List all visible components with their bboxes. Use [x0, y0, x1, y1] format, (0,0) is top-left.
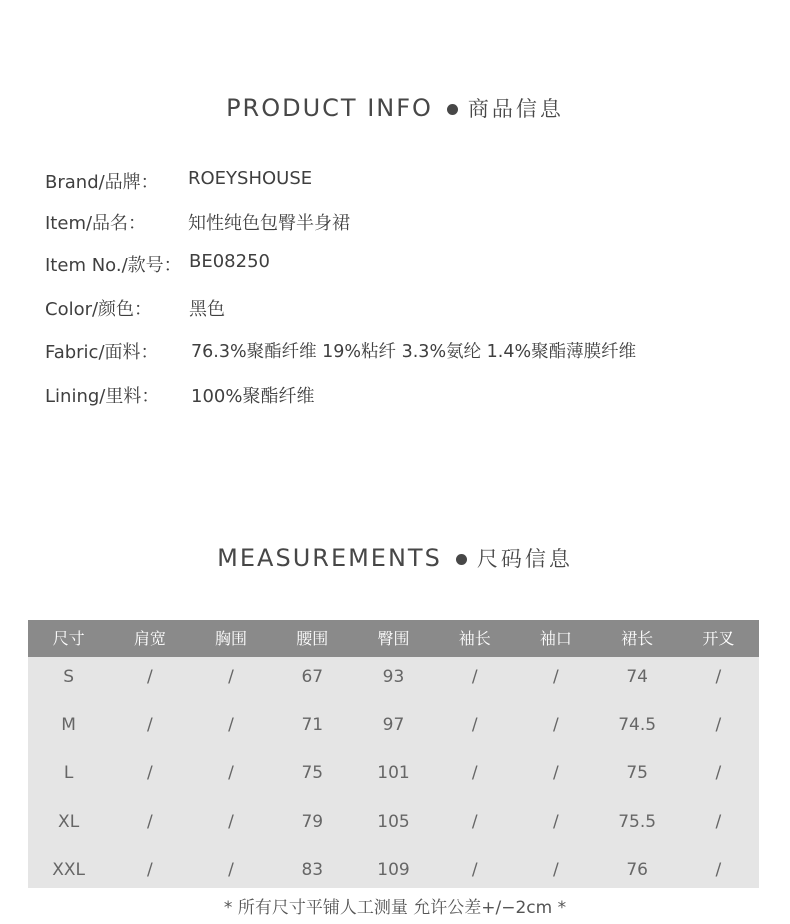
table-cell: XL	[58, 811, 80, 832]
table-cell: L	[63, 763, 74, 784]
brand-value: ROEYSHOUSE	[188, 168, 313, 189]
header-cell-waist: 腰围	[296, 629, 329, 648]
item-value: 知性纯色包臀半身裙	[188, 213, 350, 234]
measurements-title-zh: 尺码信息	[476, 547, 573, 571]
table-cell: 74.5	[618, 715, 657, 736]
measurement-footnote: * 所有尺寸平铺人工测量 允许公差+/−2cm *	[223, 898, 567, 918]
lining-label: Lining/里料：	[45, 386, 160, 407]
item-label: Item/品名：	[45, 213, 147, 234]
table-cell: /	[471, 667, 478, 687]
header-cell-cuff: 袖口	[539, 629, 572, 648]
table-row	[28, 753, 759, 801]
table-cell: /	[146, 667, 153, 687]
brand-label: Brand/品牌：	[45, 172, 159, 193]
table-cell: 93	[382, 667, 405, 687]
size-table	[28, 620, 759, 888]
table-cell: /	[553, 811, 559, 832]
table-cell: /	[228, 811, 234, 832]
table-cell: /	[146, 859, 153, 880]
header-cell-hip: 臀围	[377, 629, 410, 648]
table-cell: 74	[626, 667, 648, 687]
header-cell-sleeve-length: 袖长	[458, 629, 491, 648]
info-row-fabric	[45, 338, 765, 368]
table-cell: S	[63, 667, 74, 687]
table-cell: /	[553, 667, 559, 687]
product-info-title-en: PRODUCT INFO	[226, 94, 433, 122]
table-cell: /	[715, 763, 722, 784]
product-info-title	[0, 93, 790, 123]
table-cell: /	[471, 811, 478, 832]
table-cell: /	[471, 763, 478, 784]
header-cell-skirt-length: 裙长	[621, 629, 654, 648]
table-cell: /	[146, 811, 153, 832]
info-row-color	[45, 295, 765, 325]
table-row	[28, 850, 759, 898]
table-cell: /	[471, 715, 478, 736]
info-row-item	[45, 209, 765, 239]
size-table-header	[28, 620, 759, 657]
item-no-value: BE08250	[189, 251, 270, 272]
table-cell: 75.5	[618, 811, 657, 832]
header-cell-shoulder: 肩宽	[133, 629, 166, 648]
item-no-label: Item No./款号：	[45, 255, 182, 276]
table-cell: 79	[301, 811, 324, 832]
table-cell: /	[553, 859, 559, 880]
size-table-body	[28, 657, 759, 898]
bullet-dot-icon	[456, 554, 467, 565]
table-cell: /	[146, 715, 153, 736]
table-cell: 75	[626, 763, 648, 784]
color-label: Color/颜色：	[45, 299, 153, 320]
table-cell: 75	[301, 763, 324, 784]
table-cell: 83	[301, 859, 324, 880]
table-cell: 105	[377, 811, 410, 832]
table-cell: 97	[382, 715, 405, 736]
table-row	[28, 705, 759, 753]
table-cell: /	[715, 859, 722, 880]
info-row-lining	[45, 382, 765, 412]
info-row-brand	[45, 168, 765, 198]
header-cell-bust: 胸围	[215, 629, 248, 648]
lining-value: 100%聚酯纤维	[191, 386, 315, 407]
table-cell: XXL	[52, 859, 85, 880]
table-cell: /	[553, 763, 559, 784]
table-cell: M	[61, 715, 76, 736]
measurements-title-en: MEASUREMENTS	[217, 544, 442, 572]
table-cell: 67	[301, 667, 324, 687]
measurements-title	[0, 543, 790, 573]
table-cell: /	[715, 715, 722, 736]
header-cell-size: 尺寸	[52, 629, 85, 648]
table-cell: 71	[301, 715, 324, 736]
table-cell: /	[228, 859, 234, 880]
table-cell: /	[228, 763, 234, 784]
table-row	[28, 657, 759, 705]
table-cell: /	[228, 715, 234, 736]
table-cell: 101	[377, 763, 410, 784]
table-cell: /	[228, 667, 234, 687]
table-cell: 109	[377, 859, 410, 880]
product-info-title-zh: 商品信息	[467, 97, 564, 121]
header-cell-slit: 开叉	[702, 629, 735, 648]
table-cell: /	[715, 811, 722, 832]
table-cell: /	[553, 715, 559, 736]
table-cell: /	[715, 667, 722, 687]
info-row-item-no	[45, 251, 765, 281]
fabric-label: Fabric/面料：	[45, 342, 159, 363]
table-row	[28, 802, 759, 850]
color-value: 黑色	[189, 299, 225, 320]
bullet-dot-icon	[447, 104, 458, 115]
table-cell: 76	[626, 859, 648, 880]
fabric-value: 76.3%聚酯纤维 19%粘纤 3.3%氨纶 1.4%聚酯薄膜纤维	[191, 342, 637, 362]
table-cell: /	[471, 859, 478, 880]
table-cell: /	[146, 763, 153, 784]
